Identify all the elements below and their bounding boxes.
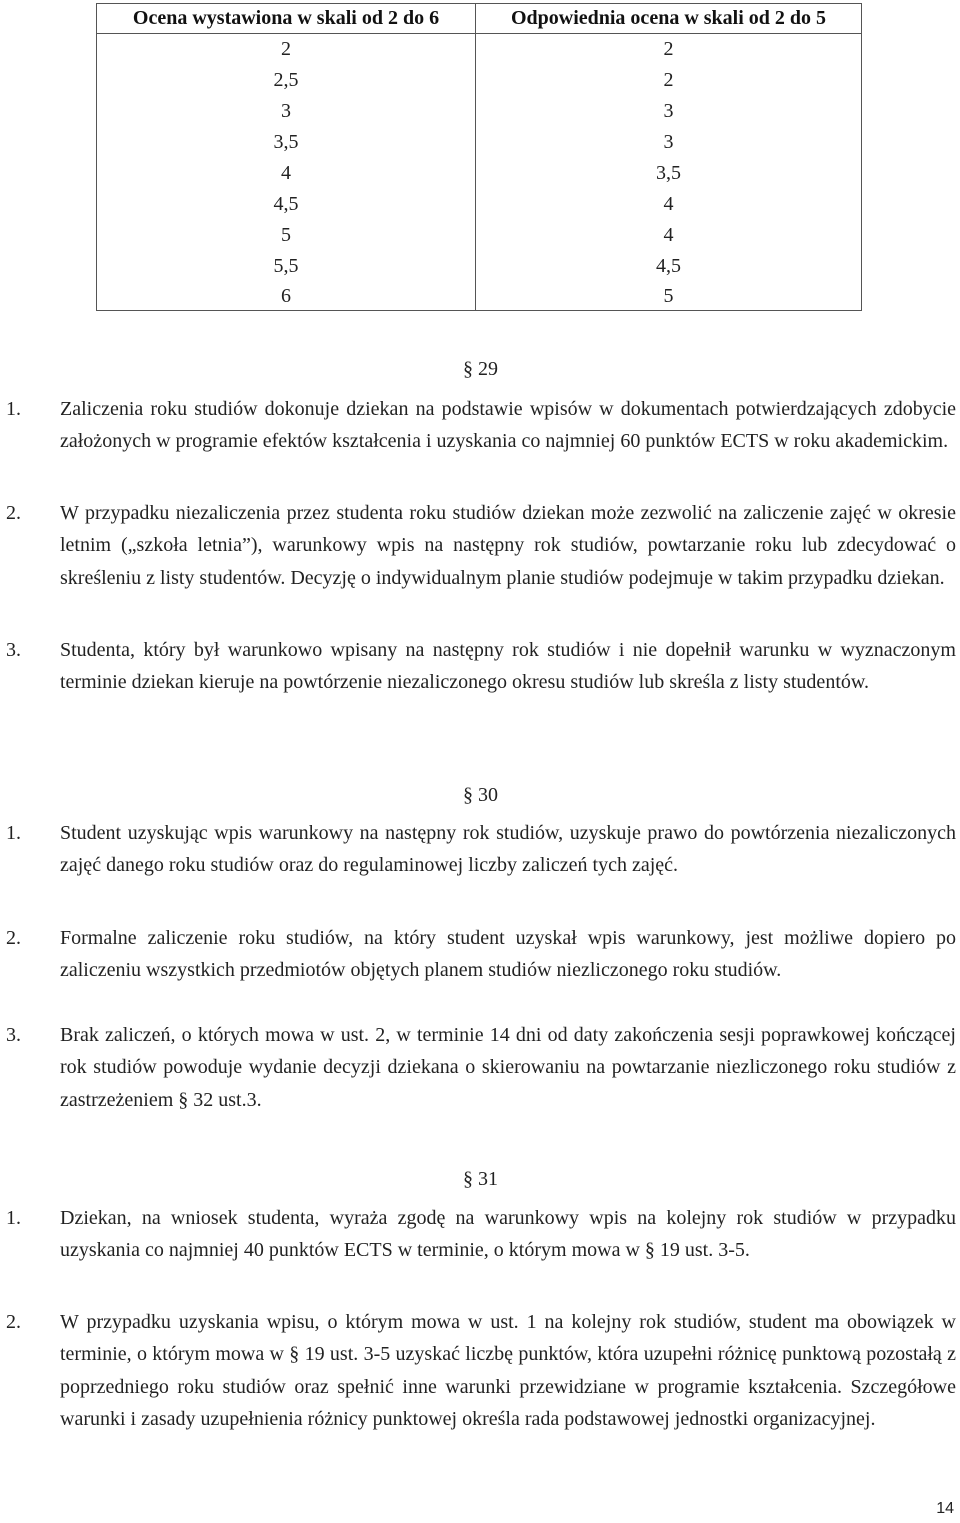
table-cell: 6	[97, 282, 476, 311]
paragraph-text: Formalne zaliczenie roku studiów, na który student uzyskał wpis warunkowy, jest możliwe dopiero po zaliczeniu wszystkich przedmiotów objętych planem studiów niezliczonego roku studiów.	[60, 927, 956, 982]
paragraph-item	[6, 1019, 956, 1116]
table-cell: 2	[476, 65, 862, 96]
paragraph-number: 1.	[6, 822, 21, 844]
table-cell: 4	[476, 220, 862, 251]
section-symbol: §	[463, 1168, 473, 1190]
table-row	[97, 251, 862, 282]
table-row	[97, 158, 862, 189]
paragraph-item	[6, 634, 956, 699]
table-row	[97, 65, 862, 96]
paragraph-text: Zaliczenia roku studiów dokonuje dziekan na podstawie wpisów w dokumentach potwierdzających zdobycie założonych w programie efektów kształcenia i uzyskania co najmniej 60 punktów ECTS w roku akademickim.	[60, 398, 956, 453]
section-number: 30	[478, 784, 498, 806]
table-cell: 2	[97, 34, 476, 66]
paragraph-item	[6, 393, 956, 458]
section-heading-31	[458, 1164, 498, 1194]
section-number: 29	[478, 358, 498, 380]
table-row	[97, 189, 862, 220]
table-cell: 5	[97, 220, 476, 251]
paragraph-number: 2.	[6, 927, 21, 949]
table-header-cell: Ocena wystawiona w skali od 2 do 6	[97, 4, 476, 34]
section-symbol: §	[463, 784, 473, 806]
paragraph-text: Student uzyskując wpis warunkowy na następny rok studiów, uzyskuje prawo do powtórzenia niezaliczonych zajęć danego roku studiów oraz do regulaminowej liczby zaliczeń tych zajęć.	[60, 822, 956, 877]
table-row	[97, 127, 862, 158]
table-cell: 4,5	[97, 189, 476, 220]
paragraph-text: Studenta, który był warunkowo wpisany na następny rok studiów i nie dopełnił warunku w wyznaczonym terminie dziekan kieruje na powtórzenie niezaliczonego okresu studiów lub skreśla z listy studentów.	[60, 639, 956, 694]
table-cell: 2	[476, 34, 862, 66]
table-cell: 3	[97, 96, 476, 127]
paragraph-number: 2.	[6, 502, 21, 524]
table-cell: 3	[476, 127, 862, 158]
table-row	[97, 220, 862, 251]
table-cell: 3	[476, 96, 862, 127]
paragraph-text: W przypadku niezaliczenia przez studenta roku studiów dziekan może zezwolić na zaliczenie zajęć w okresie letnim („szkoła letnia”), warunkowy wpis na następny rok studiów, powtarzanie roku lub zdecydować o skreśleniu z listy studentów. Decyzję o indywidualnym planie studiów podejmuje w takim przypadku dziekan.	[60, 502, 956, 589]
table-cell: 3,5	[97, 127, 476, 158]
paragraph-item	[6, 1202, 956, 1267]
table-header-cell: Odpowiednia ocena w skali od 2 do 5	[476, 4, 862, 34]
paragraph-item	[6, 497, 956, 594]
page-number: 14	[936, 1500, 954, 1517]
paragraph-number: 3.	[6, 639, 21, 661]
table-cell: 3,5	[476, 158, 862, 189]
paragraph-item	[6, 1306, 956, 1436]
table-row	[97, 282, 862, 311]
table-row	[97, 34, 862, 66]
paragraph-number: 2.	[6, 1311, 21, 1333]
table-cell: 2,5	[97, 65, 476, 96]
table-cell: 4	[97, 158, 476, 189]
grade-conversion-table	[96, 3, 862, 311]
paragraph-item	[6, 817, 956, 882]
paragraph-number: 1.	[6, 1207, 21, 1229]
paragraph-number: 1.	[6, 398, 21, 420]
table-cell: 4,5	[476, 251, 862, 282]
table-cell: 4	[476, 189, 862, 220]
paragraph-text: Dziekan, na wniosek studenta, wyraża zgodę na warunkowy wpis na kolejny rok studiów w przypadku uzyskania co najmniej 40 punktów ECTS w terminie, o którym mowa w § 19 ust. 3-5.	[60, 1207, 956, 1262]
paragraph-item	[6, 922, 956, 987]
table-header-row	[97, 4, 862, 34]
section-heading-30	[458, 780, 498, 810]
section-symbol: §	[463, 358, 473, 380]
table-cell: 5	[476, 282, 862, 311]
paragraph-number: 3.	[6, 1024, 21, 1046]
section-heading-29	[458, 354, 498, 384]
paragraph-text: Brak zaliczeń, o których mowa w ust. 2, w terminie 14 dni od daty zakończenia sesji poprawkowej kończącej rok studiów powoduje wydanie decyzji dziekana o skierowaniu na powtarzanie niezliczonego roku studiów z zastrzeżeniem § 32 ust.3.	[60, 1024, 956, 1111]
section-number: 31	[478, 1168, 498, 1190]
table-cell: 5,5	[97, 251, 476, 282]
paragraph-text: W przypadku uzyskania wpisu, o którym mowa w ust. 1 na kolejny rok studiów, student ma obowiązek w terminie, o którym mowa w § 19 ust. 3-5 uzyskać liczbę punktów, która uzupełni różnicę punktową pozostałą z poprzedniego roku studiów oraz spełnić inne warunki przewidziane w programie kształcenia. Szczegółowe warunki i zasady uzupełnienia różnicy punktowej określa rada podstawowej jednostki organizacyjnej.	[60, 1311, 956, 1431]
table-row	[97, 96, 862, 127]
